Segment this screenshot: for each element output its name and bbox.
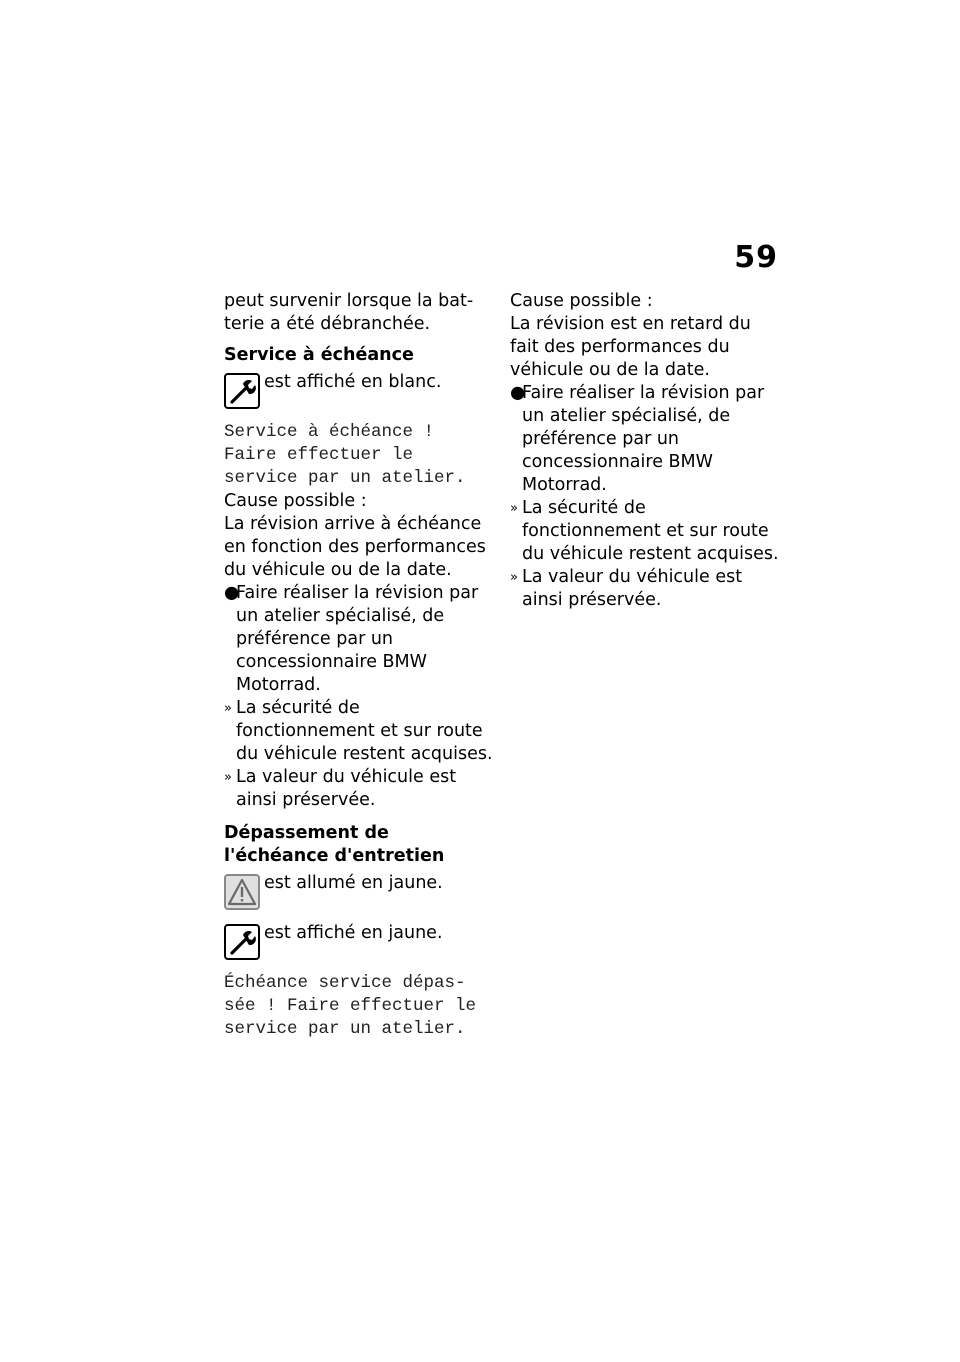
icon-row-warning-yellow [224,872,496,910]
result-mark: » [510,570,518,585]
action-list [224,582,496,812]
icon-description: est allumé en jaune. [264,873,443,893]
page-number: 59 [734,240,778,275]
result-item: » La valeur du véhicule est ainsi préservée. [224,767,457,810]
action-item: ● Faire réaliser la révision par un atelier spécialisé, de préférence par un concessionnaire BMW Motorrad. [510,383,765,495]
display-message: Service à échéance ! Faire effectuer le service par un atelier. [224,422,466,488]
cause-label: Cause possible : [510,291,653,311]
cause-label: Cause possible : [224,491,367,511]
result-item: » La valeur du véhicule est ainsi préservée. [510,567,743,610]
cause-text: La révision est en retard du fait des performances du véhicule ou de la date. [510,314,751,380]
action-item: ● Faire réaliser la révision par un atelier spécialisé, de préférence par un concessionnaire BMW Motorrad. [224,583,479,695]
right-column [510,290,782,612]
intro-text: peut survenir lorsque la bat- terie a été débranchée. [224,291,474,334]
result-item: » La sécurité de fonctionnement et sur route du véhicule restent acquises. [224,698,493,764]
icon-row-service-white [224,371,496,409]
icon-row-service-yellow [224,922,496,960]
result-mark: » [510,501,518,516]
icon-description: est affiché en jaune. [264,923,443,943]
wrench-icon [224,373,260,409]
display-message: Échéance service dépas- sée ! Faire effectuer le service par un atelier. [224,973,477,1039]
result-mark: » [224,701,232,716]
action-list [510,382,782,612]
section-heading-overdue: Dépassement de l'échéance d'entretien [224,823,445,866]
wrench-icon [224,924,260,960]
result-mark: » [224,770,232,785]
bullet-mark: ● [224,583,240,603]
left-column [224,290,496,1041]
icon-description: est affiché en blanc. [264,372,442,392]
warning-triangle-icon [224,874,260,910]
cause-text: La révision arrive à échéance en fonction des performances du véhicule ou de la date. [224,514,486,580]
bullet-mark: ● [510,383,526,403]
result-item: » La sécurité de fonctionnement et sur route du véhicule restent acquises. [510,498,779,564]
section-heading-service: Service à échéance [224,345,414,365]
